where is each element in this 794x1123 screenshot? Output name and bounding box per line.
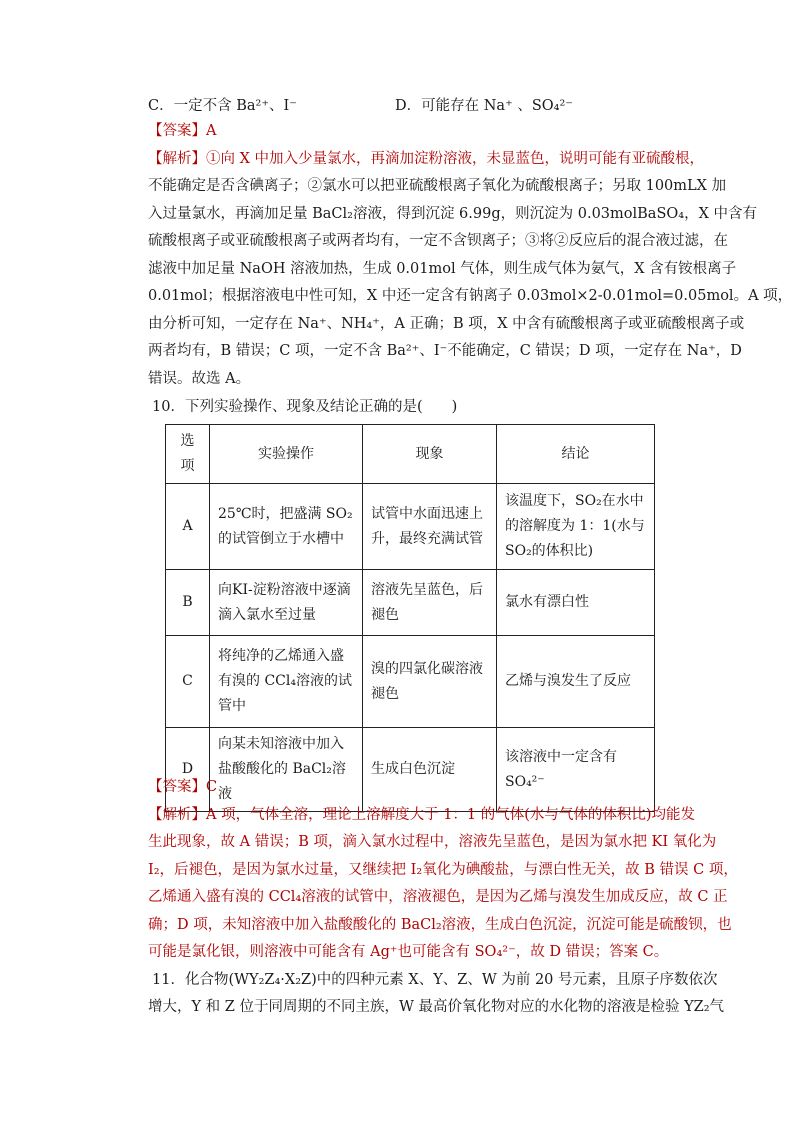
header-operation: 实验操作	[210, 425, 363, 484]
row-conclusion: 该温度下，SO₂在水中的溶解度为 1：1(水与 SO₂的体积比)	[497, 484, 655, 570]
q9-analysis-line: 两者均有，B 错误；C 项，一定不含 Ba²⁺、I⁻不能确定，C 错误；D 项，一定存在 Na⁺，D	[148, 343, 742, 359]
row-operation: 25℃时，把盛满 SO₂的试管倒立于水槽中	[210, 484, 363, 570]
q9-analysis-line: 【解析】①向 X 中加入少量氯水，再滴加淀粉溶液，未显蓝色，说明可能有亚硫酸根，	[148, 151, 705, 167]
q10-analysis-line: I₂，后褪色，是因为氯水过量，又继续把 I₂氧化为碘酸盐，与漂白性无关，故 B 错误 C 项，	[148, 862, 738, 878]
row-option: B	[166, 570, 210, 636]
header-option: 选项	[166, 425, 210, 484]
q9-analysis-line: 由分析可知，一定存在 Na⁺、NH₄⁺，A 正确；B 项，X 中含有硫酸根离子或亚硫酸根离子或	[148, 316, 745, 332]
q9-analysis-line: 0.01mol；根据溶液电中性可知，X 中还一定含有钠离子 0.03mol×2-0.01mol=0.05mol。A 项，	[148, 288, 793, 304]
q10-stem: 10．下列实验操作、现象及结论正确的是( )	[152, 399, 458, 415]
q10-answer	[148, 777, 658, 797]
answer-value: A	[206, 123, 217, 139]
answer-value: C	[206, 779, 218, 795]
q11-line: 11．化合物(WY₂Z₄·X₂Z)中的四种元素 X、Y、Z、W 为前 20 号元素，且原子序数依次	[152, 972, 718, 988]
table-header-row	[166, 425, 655, 484]
header-phenomenon: 现象	[363, 425, 497, 484]
row-option: C	[166, 636, 210, 728]
q10-analysis-line: 可能是氯化银，则溶液中可能含有 Ag⁺也可能含有 SO₄²⁻，故 D 错误；答案 C。	[148, 944, 669, 960]
row-option: D	[166, 728, 210, 812]
q9-analysis-line: 错误。故选 A。	[148, 371, 251, 387]
q9-analysis-line: 入过量氯水，再滴加足量 BaCl₂溶液，得到沉淀 6.99g，则沉淀为 0.03molBaSO₄，X 中含有	[148, 206, 758, 222]
q10-analysis-line: 确；D 项，未知溶液中加入盐酸酸化的 BaCl₂溶液，生成白色沉淀，沉淀可能是硫酸钡，也	[148, 917, 732, 933]
q10-analysis-line: 乙烯通入盛有溴的 CCl₄溶液的试管中，溶液褪色，是因为乙烯与溴发生加成反应，故 C 正	[148, 889, 728, 905]
row-conclusion: 氯水有漂白性	[497, 570, 655, 636]
row-operation: 向某未知溶液中加入盐酸酸化的 BaCl₂溶液	[210, 728, 363, 812]
row-phenomenon: 生成白色沉淀	[363, 728, 497, 812]
row-phenomenon: 溴的四氯化碳溶液褪色	[363, 636, 497, 728]
q9-answer	[148, 121, 658, 141]
q9-analysis-line: 滤液中加足量 NaOH 溶液加热，生成 0.01mol 气体，则生成气体为氨气，X 含有铵根离子	[148, 261, 737, 277]
row-operation: 将纯净的乙烯通入盛有溴的 CCl₄溶液的试管中	[210, 636, 363, 728]
experiment-table	[165, 424, 655, 812]
row-phenomenon: 溶液先呈蓝色，后褪色	[363, 570, 497, 636]
row-phenomenon: 试管中水面迅速上升，最终充满试管	[363, 484, 497, 570]
q10-analysis-line: 【解析】A 项，气体全溶，理论上溶解度大于 1：1 的气体(水与气体的体积比)均能发	[148, 807, 696, 823]
row-conclusion: 该溶液中一定含有 SO₄²⁻	[497, 728, 655, 812]
table-row	[166, 728, 655, 812]
table-row	[166, 484, 655, 570]
answer-label: 【答案】	[148, 779, 206, 795]
row-operation: 向KI-淀粉溶液中逐滴滴入氯水至过量	[210, 570, 363, 636]
q9-option-d: D．可能存在 Na⁺ 、SO₄²⁻	[395, 98, 573, 114]
q9-option-c: C．一定不含 Ba²⁺、I⁻	[148, 98, 297, 114]
answer-label: 【答案】	[148, 123, 206, 139]
table-row	[166, 636, 655, 728]
header-conclusion: 结论	[497, 425, 655, 484]
table-row	[166, 570, 655, 636]
row-conclusion: 乙烯与溴发生了反应	[497, 636, 655, 728]
q10-analysis-line: 生此现象，故 A 错误；B 项，滴入氯水过程中，溶液先呈蓝色，是因为氯水把 KI 氧化为	[148, 834, 717, 850]
row-option: A	[166, 484, 210, 570]
q11-line: 增大，Y 和 Z 位于同周期的不同主族，W 最高价氧化物对应的水化物的溶液是检验 YZ₂气	[148, 999, 725, 1015]
q9-analysis-line: 不能确定是否含碘离子；②氯水可以把亚硫酸根离子氧化为硫酸根离子；另取 100mLX 加	[148, 178, 727, 194]
q9-analysis-line: 硫酸根离子或亚硫酸根离子或两者均有，一定不含钡离子；③将②反应后的混合液过滤，在	[148, 233, 728, 249]
